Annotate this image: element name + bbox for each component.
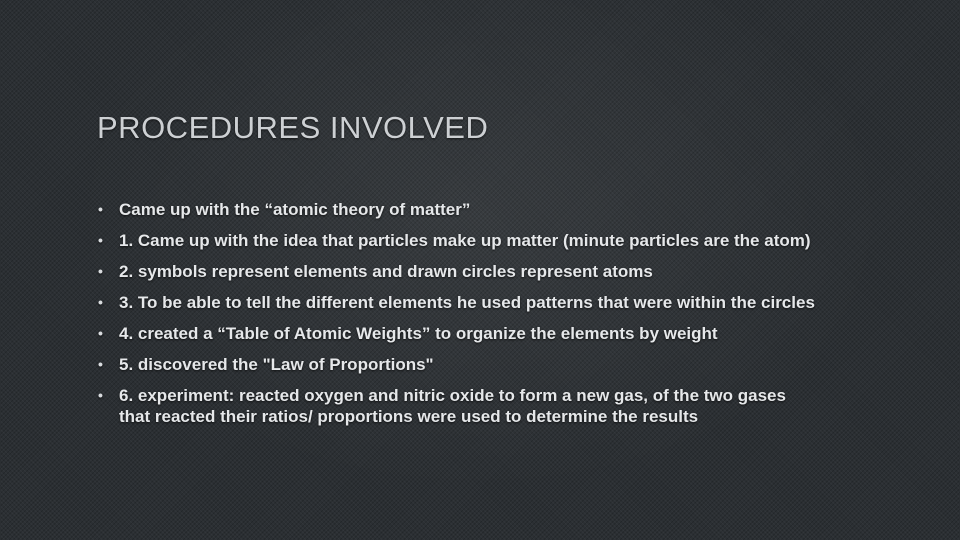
slide-title: PROCEDURES INVOLVED xyxy=(97,110,489,145)
bullet-text: 5. discovered the "Law of Proportions" xyxy=(119,355,434,374)
bullet-item xyxy=(98,354,818,375)
bullet-icon: • xyxy=(98,263,103,279)
bullet-text: 4. created a “Table of Atomic Weights” to organize the elements by weight xyxy=(119,324,718,343)
bullet-icon: • xyxy=(98,232,103,248)
bullet-icon: • xyxy=(98,325,103,341)
bullet-item xyxy=(98,199,818,220)
bullet-text: Came up with the “atomic theory of matter” xyxy=(119,200,471,219)
bullet-text: 1. Came up with the idea that particles make up matter (minute particles are the atom) xyxy=(119,231,811,250)
bullet-item xyxy=(98,385,818,427)
bullet-icon: • xyxy=(98,356,103,372)
bullet-icon: • xyxy=(98,294,103,310)
bullet-item xyxy=(98,292,818,313)
bullet-icon: • xyxy=(98,201,103,217)
bullet-text: 3. To be able to tell the different elements he used patterns that were within the circles xyxy=(119,293,815,312)
bullet-item xyxy=(98,230,818,251)
bullet-text: 6. experiment: reacted oxygen and nitric oxide to form a new gas, of the two gases that reacted their ratios/ proportions were used to determine the results xyxy=(119,386,786,426)
bullet-item xyxy=(98,261,818,282)
bullet-text: 2. symbols represent elements and drawn circles represent atoms xyxy=(119,262,653,281)
bullet-list xyxy=(98,199,818,437)
bullet-item xyxy=(98,323,818,344)
bullet-icon: • xyxy=(98,387,103,403)
